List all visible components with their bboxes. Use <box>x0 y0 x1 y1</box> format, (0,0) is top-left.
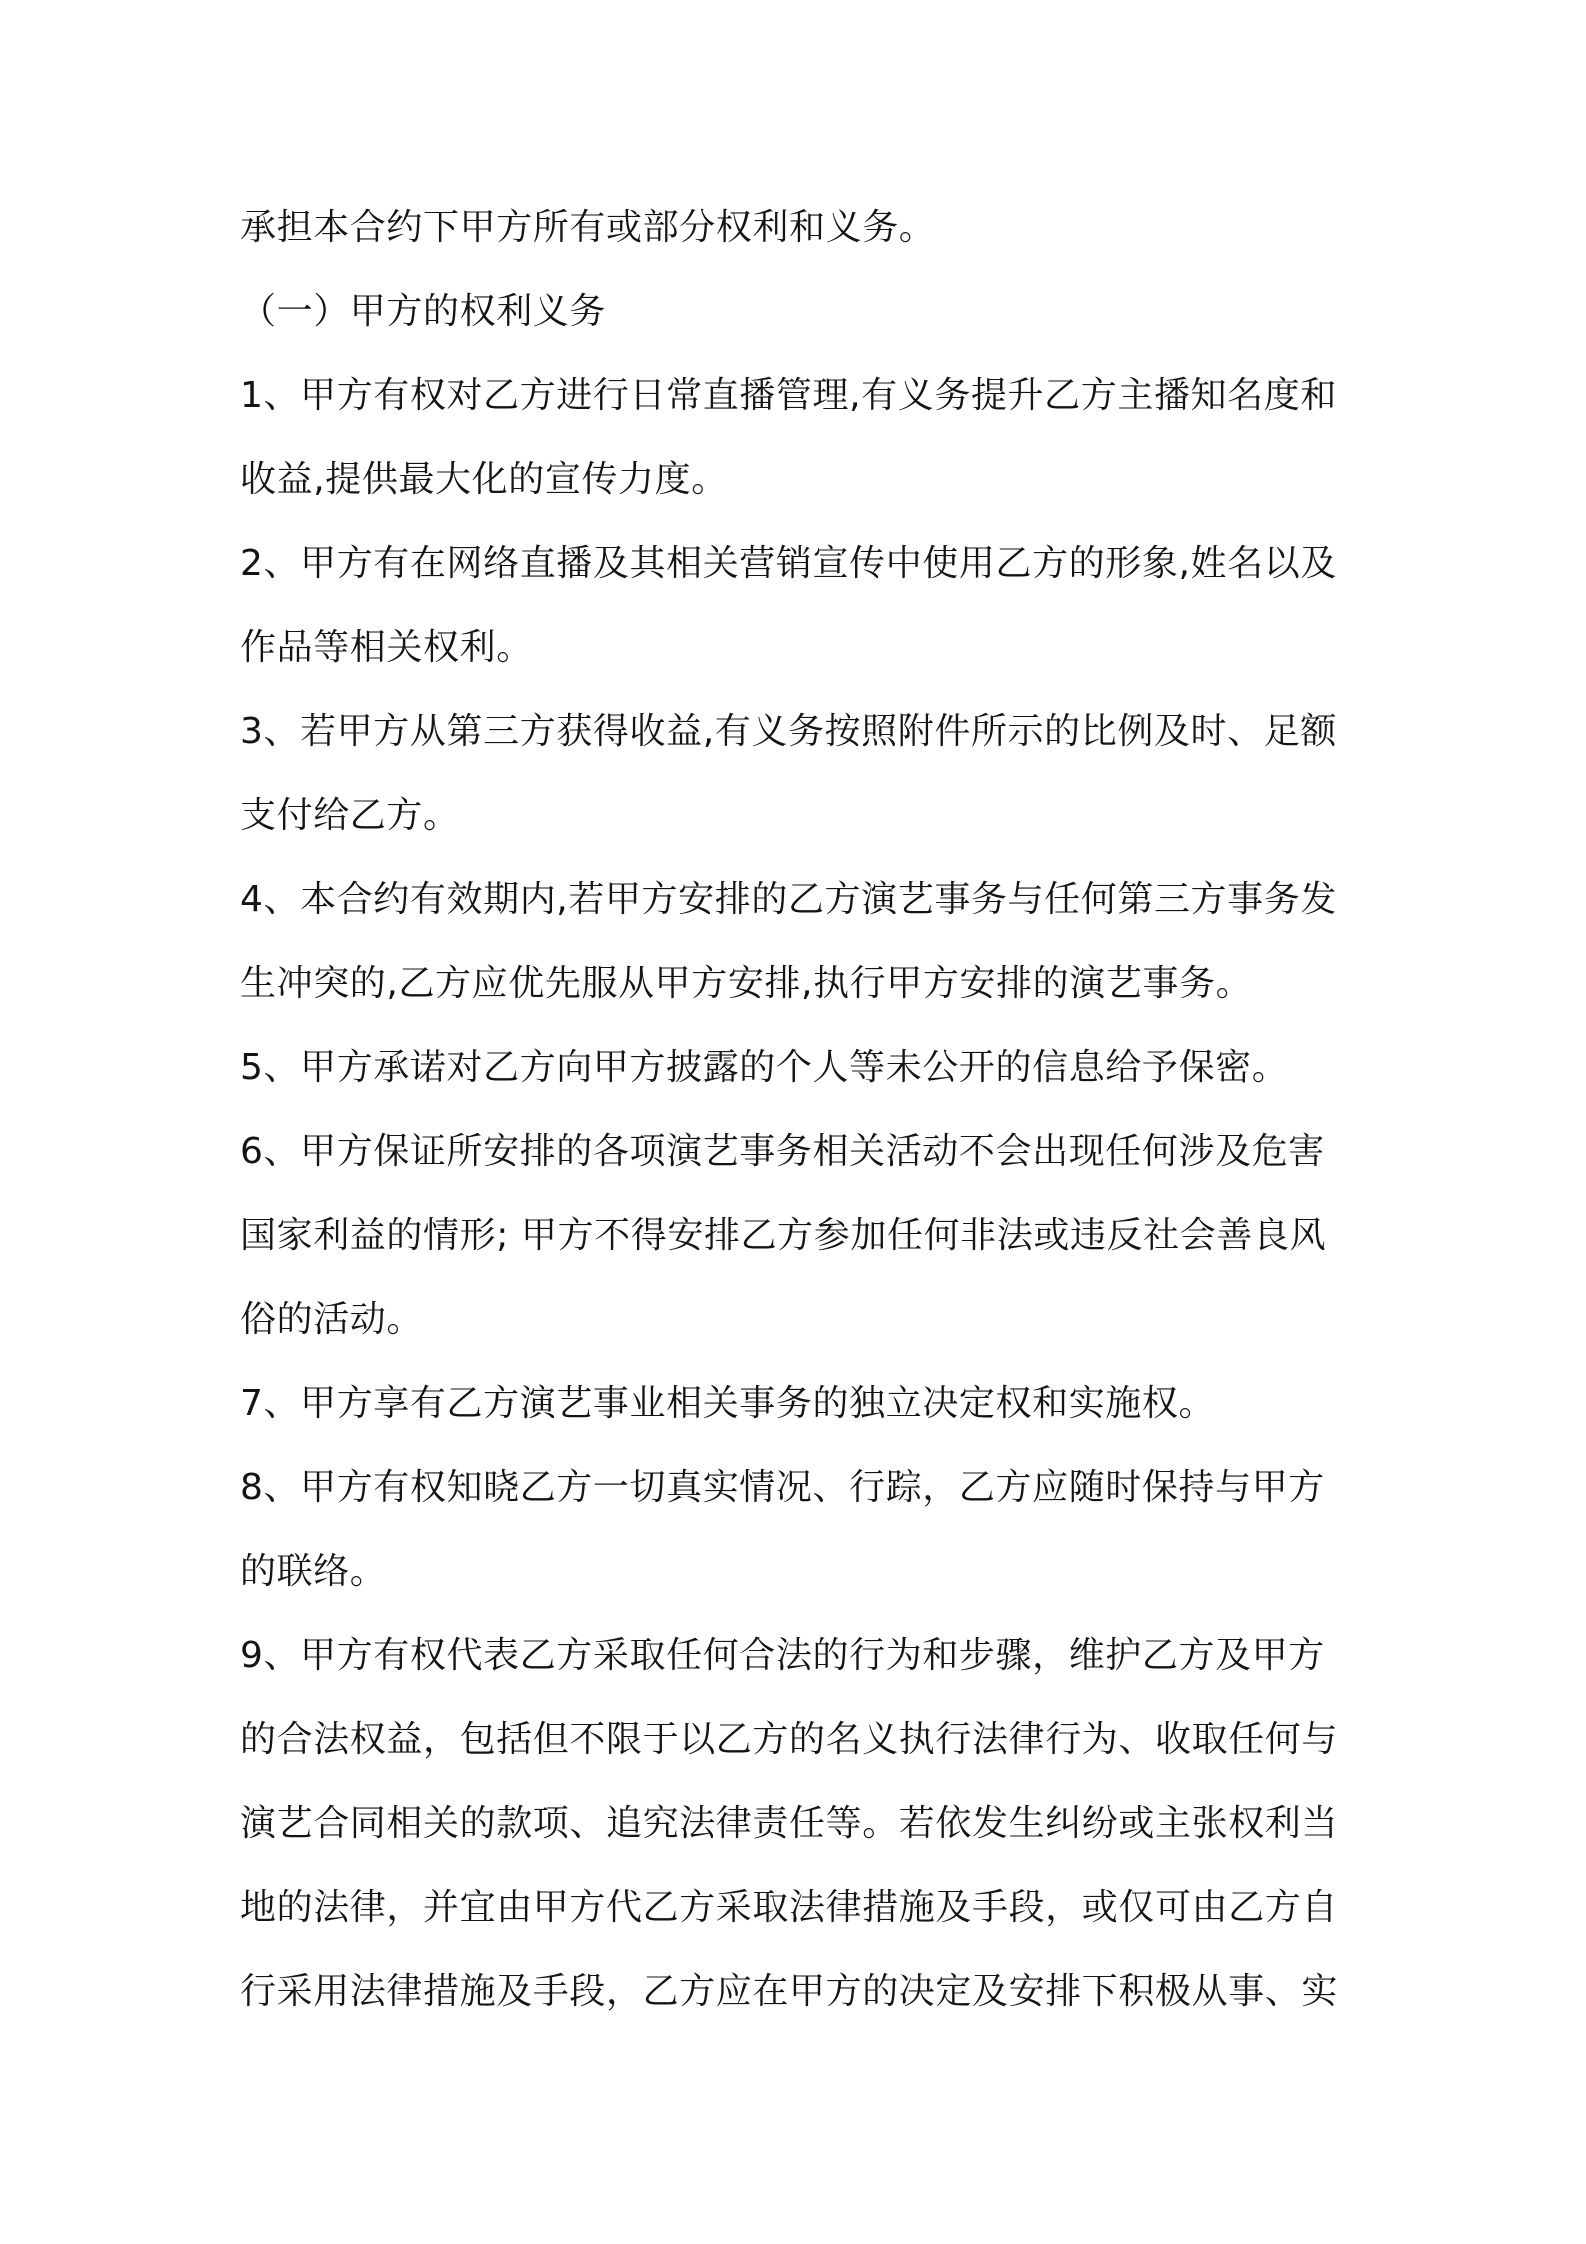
clause-8-line-2: 的联络。 <box>240 1551 387 1592</box>
clause-9-line-2: 的合法权益，包括但不限于以乙方的名义执行法律行为、收取任何与 <box>240 1719 1339 1760</box>
clause-3-line-1: 3、若甲方从第三方获得收益,有义务按照附件所示的比例及时、足额 <box>240 711 1337 752</box>
clause-6-line-2: 国家利益的情形; 甲方不得安排乙方参加任何非法或违反社会善良风 <box>240 1215 1327 1256</box>
clause-3-line-2: 支付给乙方。 <box>240 795 460 836</box>
clause-9-line-1: 9、甲方有权代表乙方采取任何合法的行为和步骤，维护乙方及甲方 <box>240 1635 1325 1676</box>
clause-9-line-3: 演艺合同相关的款项、追究法律责任等。若依发生纠纷或主张权利当 <box>240 1803 1339 1844</box>
clause-1-line-1: 1、甲方有权对乙方进行日常直播管理,有义务提升乙方主播知名度和 <box>240 375 1337 416</box>
text-line-continuation: 承担本合约下甲方所有或部分权利和义务。 <box>240 207 936 248</box>
clause-4-line-2: 生冲突的,乙方应优先服从甲方安排,执行甲方安排的演艺事务。 <box>240 963 1253 1004</box>
section-heading-party-a-rights: （一）甲方的权利义务 <box>240 291 607 332</box>
clause-6-line-1: 6、甲方保证所安排的各项演艺事务相关活动不会出现任何涉及危害 <box>240 1131 1325 1172</box>
clause-7-line-1: 7、甲方享有乙方演艺事业相关事务的独立决定权和实施权。 <box>240 1383 1216 1424</box>
clause-9-line-4: 地的法律，并宜由甲方代乙方采取法律措施及手段，或仅可由乙方自 <box>240 1887 1339 1928</box>
clause-1-line-2: 收益,提供最大化的宣传力度。 <box>240 459 728 500</box>
clause-8-line-1: 8、甲方有权知晓乙方一切真实情况、行踪，乙方应随时保持与甲方 <box>240 1467 1325 1508</box>
clause-2-line-1: 2、甲方有在网络直播及其相关营销宣传中使用乙方的形象,姓名以及 <box>240 543 1337 584</box>
clause-9-line-5: 行采用法律措施及手段，乙方应在甲方的决定及安排下积极从事、实 <box>240 1971 1339 2012</box>
clause-2-line-2: 作品等相关权利。 <box>240 627 533 668</box>
clause-5-line-1: 5、甲方承诺对乙方向甲方披露的个人等未公开的信息给予保密。 <box>240 1047 1289 1088</box>
clause-4-line-1: 4、本合约有效期内,若甲方安排的乙方演艺事务与任何第三方事务发 <box>240 879 1337 920</box>
clause-6-line-3: 俗的活动。 <box>240 1299 424 1340</box>
